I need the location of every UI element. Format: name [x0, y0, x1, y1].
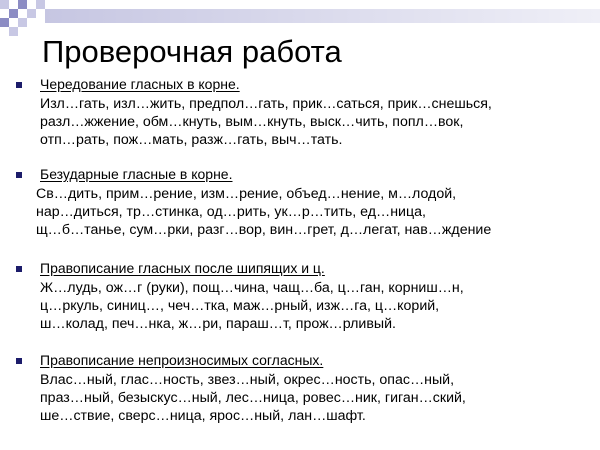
exercise-line: разл…жжение, обм…кнуть, вым…кнуть, выск…чить, попл…вок, [40, 114, 464, 130]
bullet-icon [16, 172, 22, 178]
section-heading: Правописание гласных после шипящих и ц. [40, 260, 325, 276]
exercise-line: Св…дить, прим…рение, изм…рение, объед…нение, м…лодой, [36, 186, 457, 202]
exercise-line: Влас…ный, глас…ность, звез…ный, окрес…ность, опас…ный, [40, 372, 455, 388]
exercise-line: ше…ствие, сверс…ница, ярос…ный, лан…шафт. [40, 408, 366, 424]
exercise-line: щ…б…танье, сум…рки, разг…вор, вин…грет, д…легат, нав…ждение [36, 222, 492, 238]
exercise-line: Изл…гать, изл…жить, предпол…гать, прик…саться, прик…снешься, [40, 96, 492, 112]
exercise-line: Ж…лудь, ож…г (руки), пощ…чина, чащ…ба, ц…ган, корниш…н, [40, 280, 464, 296]
exercise-line: ш…колад, печ…нка, ж…ри, параш…т, прож…рливый. [40, 316, 396, 332]
page-title: Проверочная работа [42, 34, 342, 69]
bullet-icon [16, 358, 22, 364]
exercise-line: ц…ркуль, синиц…, чеч…тка, маж…рный, изж…га, ц…корий, [40, 298, 440, 314]
exercise-line: нар…диться, тр…стинка, од…рить, ук…р…тить, ед…ница, [36, 204, 426, 220]
bullet-icon [16, 82, 22, 88]
exercise-line: праз…ный, безыскус…ный, лес…ница, ровес…ник, гиган…ский, [40, 390, 466, 406]
section-heading: Правописание непроизносимых согласных. [40, 352, 324, 368]
section-heading: Чередование гласных в корне. [40, 76, 240, 92]
exercise-line: отп…рать, пож…мать, разж…гать, выч…тать. [40, 132, 343, 148]
bullet-icon [16, 266, 22, 272]
section-heading: Безударные гласные в корне. [40, 166, 233, 182]
